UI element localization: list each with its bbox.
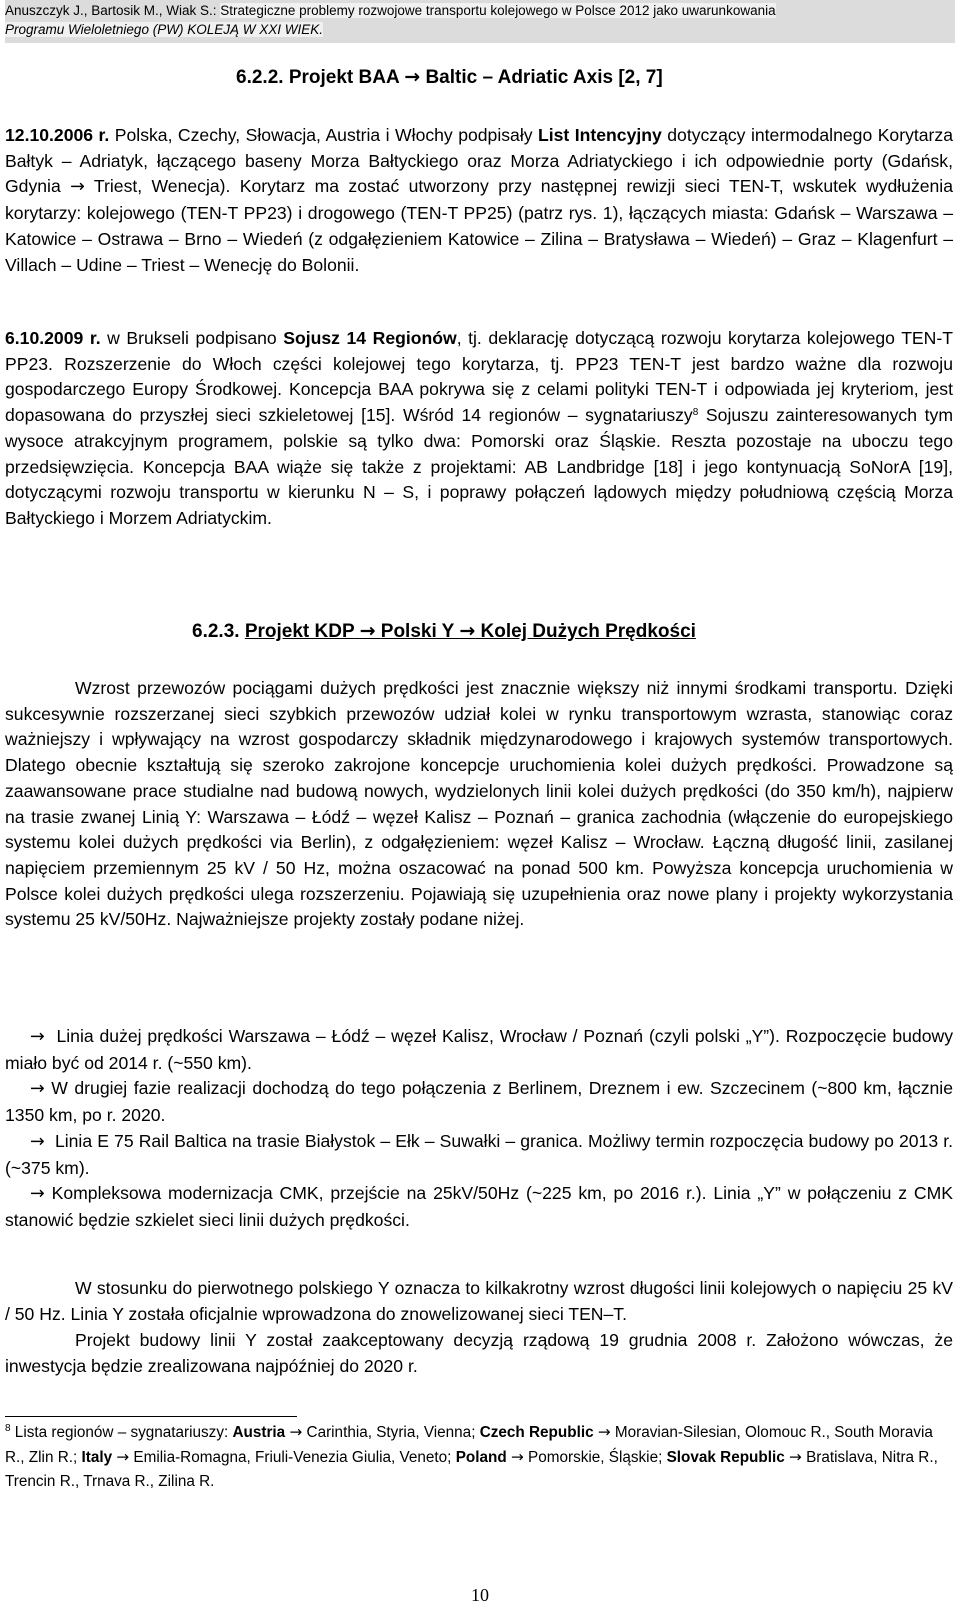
list-item-text: Kompleksowa modernizacja CMK, przejście na 25kV/50Hz (~225 km, po 2016 r.). Linia „Y” w połączeniu z CMK stanowić będzie szkielet sieci linii dużych prędkości. [5, 1183, 954, 1230]
country: Austria [232, 1424, 286, 1441]
list-item-text: W drugiej fazie realizacji dochodzą do tego połączenia z Berlinem, Dreznem i ew. Szczecinem (~800 km, łącznie 1350 km, po r. 2020. [5, 1078, 953, 1126]
list-item [5, 1024, 953, 1076]
page-number: 10 [471, 1585, 489, 1605]
section-heading-kdp [192, 620, 696, 643]
footnote [5, 1420, 953, 1494]
regions: Bratislava, Nitra R., Trencin R., Trnava R., Zilina R. [5, 1449, 938, 1490]
list-item [5, 1076, 953, 1128]
country: Slovak Republic [666, 1449, 785, 1466]
arrow-icon: → [510, 1448, 524, 1466]
emphasis: List Intencyjny [538, 125, 662, 145]
arrow-icon: → [116, 1448, 130, 1466]
heading-text: Polski Y [380, 621, 455, 642]
section-heading-baa [236, 66, 663, 89]
paragraph-baa-2 [5, 326, 953, 532]
heading-text: Baltic – Adriatic Axis [2, 7] [420, 67, 663, 88]
emphasis: Sojusz 14 Regionów [283, 328, 457, 348]
footnote-divider [5, 1416, 297, 1417]
arrow-icon: → [70, 177, 85, 198]
arrow-icon: → [459, 620, 476, 642]
country: Poland [455, 1449, 507, 1466]
header-authors: Anuszczyk J., Bartosik M., Wiak S.: [5, 3, 221, 18]
text: , tj. deklarację dotyczącą rozwoju korytarza kolejowego TEN-T PP23. Rozszerzenie do Włoch części kolejowej tego korytarza, tj. PP23 TEN-T jest bardzo ważne dla rozwoju gospodarczego Europy Środkowej. Koncepcja BAA pokrywa się z celami polityki TEN-T i odpowiada jej kryteriom, jest dopasowana do przyszłej sieci szkieletowej [15]. Wśród 14 regionów – sygnatariuszy [5, 328, 953, 426]
header-line-2 [5, 20, 955, 39]
header-title: Strategiczne problemy rozwojowe transportu kolejowego w Polsce 2012 jako uwarunkowania [220, 3, 776, 18]
text: Triest, Wenecja). Korytarz ma zostać utworzony przy następnej rewizji sieci TEN-T, wskutek wydłużenia korytarzy: kolejowego (TEN-T PP23) i drogowego (TEN-T PP25) (patrz rys. 1), łączących miasta: Gdańsk – Warszawa – Katowice – Ostrawa – Brno – Wiedeń (z odgałęzieniem Katowice – Zilina – Bratysława – Wiedeń) – Graz – Klagenfurt – Villach – Udine – Triest – Wenecję do Bolonii. [5, 176, 954, 275]
footnote-number: 8 [5, 1423, 11, 1434]
paragraph-kdp-1: Wzrost przewozów pociągami dużych prędkości jest znacznie większy niż innymi środkami transportu. Dzięki sukcesywnie rozszerzanej sieci szybkich przewozów udział kolei w rynku transportowym wzrasta, stanowiąc coraz ważniejszy i wpływający na wzrost gospodarczy składnik międzynarodowego i krajowych systemów transportowych. Dlatego obecnie kształtują się szeroko zakrojone koncepcje uruchomienia kolei dużych prędkości. Prowadzone są zaawansowane prace studialne nad budową nowych, wydzielonych linii kolei dużych prędkości (do 350 km/h), najpierw na trasie zwanej Linią Y: Warszawa – Łódź – węzeł Kalisz – Poznań – granica zachodnia (włączenie do europejskiego systemu kolei dużych prędkości via Berlin), z odgałęzieniem: węzeł Kalisz – Wrocław. Łączną długość linii, zasilanej napięciem przemiennym 25 kV / 50 Hz, można oszacować na ponad 500 km. Powyższa koncepcja uruchomienia w Polsce kolei dużych prędkości ulega rozszerzeniu. Pojawiają się uzupełnienia oraz nowe plany i projekty wykorzystania systemu 25 kV/50Hz. Najważniejsze projekty zostały podane niżej. [5, 678, 953, 930]
heading-text: Kolej Dużych Prędkości [480, 621, 696, 642]
header-line-1 [5, 1, 955, 20]
arrow-icon: → [30, 1131, 45, 1152]
text: w Brukseli podpisano [100, 328, 284, 348]
footnote-text: Lista regionów – sygnatariuszy: [10, 1424, 233, 1441]
arrow-icon: → [30, 1079, 45, 1100]
text: dotyczący intermodalnego Korytarza Bałtyk – Adriatyk, łączącego baseny Morza Bałtyckiego oraz Morza Adriatyckiego i ich odpowiednie porty (Gdańsk, Gdynia [5, 125, 953, 197]
date: 6.10.2009 r. [5, 328, 101, 348]
regions: Carinthia, Styria, Vienna; [302, 1424, 480, 1441]
running-header [5, 0, 955, 43]
arrow-icon: → [597, 1423, 611, 1441]
footnote-ref[interactable]: 8 [692, 407, 699, 419]
regions: Pomorskie, Śląskie; [523, 1449, 667, 1466]
arrow-icon: → [789, 1448, 802, 1466]
arrow-icon: → [30, 1027, 45, 1047]
arrow-icon: → [30, 1184, 45, 1205]
paragraph-baa-1 [5, 123, 953, 278]
text: Polska, Czechy, Słowacja, Austria i Włochy podpisały [109, 125, 539, 145]
text: Sojuszu zainteresowanych tym wysoce atrakcyjnym programem, polskie są tylko dwa: Pomorski oraz Śląskie. Reszta pozostaje na uboczu tego przedsięwzięcia. Koncepcja BAA wiąże się także z projektami: AB Landbridge [18] i jego kontynuacją SoNorA [19], dotyczącymi rozwoju transportu w kierunku N – S, i poprawy połączeń lądowych między południową częścią Morza Bałtyckiego i Morzem Adriatyckim. [5, 405, 953, 528]
bullet-list [5, 1024, 953, 1234]
regions: Moravian-Silesian, Olomouc R., South Moravia R., Zlin R.; [5, 1424, 933, 1466]
regions: Emilia-Romagna, Friuli-Venezia Giulia, Veneto; [129, 1449, 456, 1466]
list-item-text: Linia dużej prędkości Warszawa – Łódź – węzeł Kalisz, Wrocław / Poznań (czyli polski „Y”). Rozpoczęcie budowy miało być od 2014 r. (~550 km). [5, 1026, 953, 1073]
arrow-icon: → [404, 66, 421, 88]
heading-number: 6.2.3. [192, 621, 245, 642]
paragraph-kdp-2: W stosunku do pierwotnego polskiego Y oznacza to kilkakrotny wzrost długości linii kolejowych o napięciu 25 kV / 50 Hz. Linia Y została oficjalnie wprowadzona do znowelizowanej sieci TEN–T. [5, 1278, 953, 1324]
header-title-cont: Programu Wieloletniego (PW) KOLEJĄ W XXI WIEK. [5, 22, 323, 37]
heading-text: Projekt KDP [244, 621, 355, 642]
country: Italy [81, 1449, 113, 1466]
paragraph-kdp-3: Projekt budowy linii Y został zaakceptowany decyzją rządową 19 grudnia 2008 r. Założono wówczas, że inwestycja będzie zrealizowana najpóźniej do 2020 r. [5, 1330, 953, 1376]
country: Czech Republic [479, 1424, 594, 1441]
list-item [5, 1129, 953, 1181]
list-item-text: Linia E 75 Rail Baltica na trasie Białystok – Ełk – Suwałki – granica. Możliwy termin rozpoczęcia budowy po 2013 r. (~375 km). [5, 1130, 953, 1178]
heading-text: 6.2.2. Projekt BAA [236, 67, 405, 88]
list-item [5, 1181, 953, 1233]
arrow-icon: → [359, 620, 376, 642]
arrow-icon: → [289, 1423, 303, 1441]
date: 12.10.2006 r. [5, 125, 110, 145]
